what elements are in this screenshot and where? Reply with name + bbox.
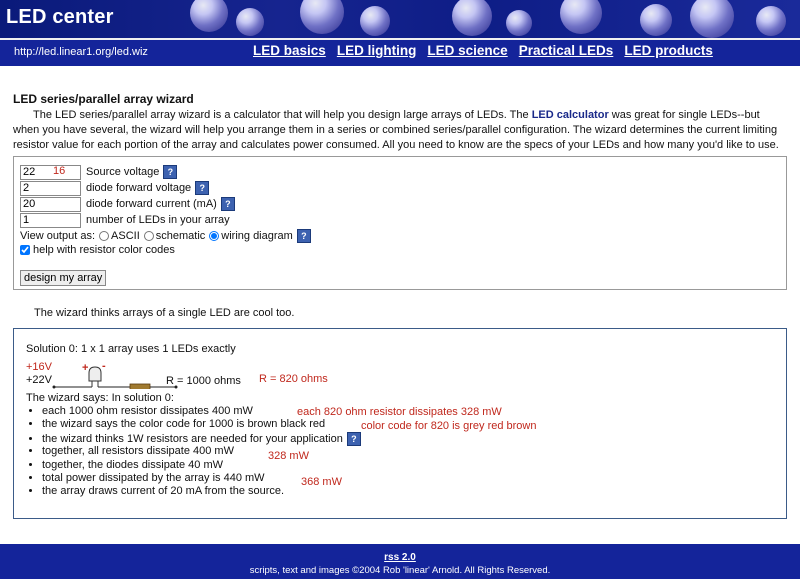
resistors-total-annotation: 328 mW [268,450,309,462]
site-title: LED center [6,6,114,28]
led-orb-icon [690,0,734,38]
source-voltage-text: +22V [26,374,52,386]
led-orb-icon [452,0,492,36]
question-help-icon[interactable]: ? [221,197,235,211]
led-count-label: number of LEDs in your array [86,214,230,226]
list-item: • the wizard says the color code for 1000 is brown black red [42,418,361,431]
question-help-icon[interactable]: ? [347,432,361,446]
led-minus-mark: - [102,360,106,372]
forward-current-label: diode forward current (mA) [86,198,217,210]
terminal-left [53,386,56,389]
led-orb-icon [190,0,228,32]
design-array-button[interactable]: design my array [20,270,106,286]
dissipation-annotation: each 820 ohm resistor dissipates 328 mW [297,406,502,418]
color-code-help-label: help with resistor color codes [33,244,175,256]
output-schematic-label: schematic [155,230,206,242]
site-footer [0,544,800,579]
page-title: LED series/parallel array wizard [13,92,194,106]
question-help-icon[interactable]: ? [195,181,209,195]
main-nav [253,43,721,58]
resistor-value-text: R = 1000 ohms [166,375,241,387]
led-icon [89,367,101,387]
forward-voltage-input[interactable] [20,181,81,196]
resistor-icon [130,384,150,389]
led-orb-icon [756,6,786,36]
led-orb-icon [640,4,672,36]
site-banner [0,0,800,38]
nav-practical-leds[interactable]: Practical LEDs [518,43,614,58]
led-count-input[interactable] [20,213,81,228]
solution-title: Solution 0: 1 x 1 array uses 1 LEDs exactly [26,343,236,355]
led-orb-icon [360,6,390,36]
list-item: • together, the diodes dissipate 40 mW [42,459,361,472]
nav-led-science[interactable]: LED science [427,43,508,58]
question-help-icon[interactable]: ? [163,165,177,179]
forward-current-input[interactable] [20,197,81,212]
wizard-says-text: The wizard says: In solution 0: [26,392,174,404]
nav-led-basics[interactable]: LED basics [253,43,326,58]
color-code-help-checkbox[interactable] [20,245,30,255]
led-calculator-link[interactable]: LED calculator [531,109,609,121]
nav-led-lighting[interactable]: LED lighting [336,43,417,58]
output-wiring-radio[interactable] [209,231,219,241]
output-wiring-label: wiring diagram [221,230,293,242]
list-item: • total power dissipated by the array is 440 mW [42,472,361,485]
main-content [13,92,789,153]
list-item: • the array draws current of 20 mA from the source. [42,485,361,498]
led-orb-icon [560,0,602,34]
list-item: • the wizard thinks 1W resistors are needed for your application ? [42,432,361,445]
voltage-annotation: +16V [26,361,52,373]
site-url: http://led.linear1.org/led.wiz [14,46,148,58]
nav-bar [0,38,800,66]
forward-voltage-label: diode forward voltage [86,182,192,194]
result-panel [13,328,787,519]
led-orb-icon [300,0,344,34]
color-code-annotation: color code for 820 is grey red brown [361,420,537,432]
view-output-label: View output as: [20,230,96,242]
list-item: • each 1000 ohm resistor dissipates 400 mW [42,405,361,418]
resistor-value-annotation: R = 820 ohms [259,373,328,385]
source-voltage-input[interactable] [20,165,81,180]
output-ascii-radio[interactable] [99,231,109,241]
source-voltage-label: Source voltage [86,166,160,178]
source-voltage-annotation: 16 [53,165,66,177]
output-schematic-radio[interactable] [144,231,154,241]
led-orb-icon [236,8,264,36]
led-plus-mark: + [82,362,89,374]
list-item: • together, all resistors dissipate 400 mW [42,445,361,458]
rss-link[interactable]: rss 2.0 [384,552,416,563]
output-ascii-label: ASCII [111,230,140,242]
copyright-text: scripts, text and images ©2004 Rob 'linear' Arnold. All Rights Reserved. [249,565,551,576]
intro-paragraph: The LED series/parallel array wizard is a calculator that will help you design large arrays of LEDs. The LED calculator was great for single LEDs--but when you have several, the wizard will help you arrange them in a series or combined series/parallel configuration. The wizard determines the current limiting resistor value for each portion of the array and calculates power consumed. All you need to know are the specs of your LEDs and how many you'd like to use. [13,109,779,151]
wizard-form [13,156,787,290]
single-led-note: The wizard thinks arrays of a single LED are cool too. [34,307,295,319]
nav-led-products[interactable]: LED products [624,43,713,58]
total-power-annotation: 368 mW [301,476,342,488]
led-orb-icon [506,10,532,36]
question-help-icon[interactable]: ? [297,229,311,243]
